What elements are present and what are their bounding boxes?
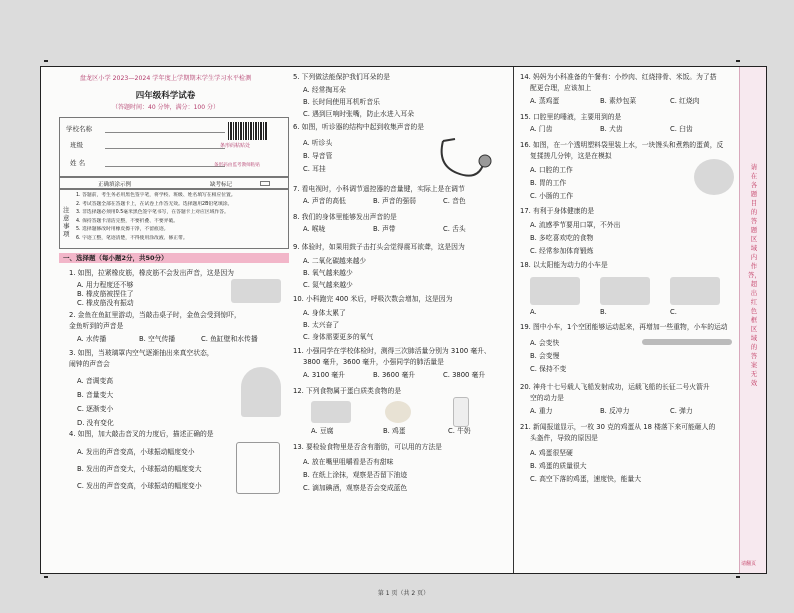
option-b[interactable]: B. 太兴奋了 [303,321,340,329]
tuning-fork-illustration [236,442,280,494]
car-image-b [600,277,650,305]
notice-list [76,192,288,243]
question-text: 15. 口腔里的唾液，主要用到的是 [520,113,622,121]
option-a[interactable]: A. 经常掏耳朵 [303,86,346,94]
option-b[interactable]: B. 多吃喜欢吃的食物 [530,234,594,242]
question-text: 12. 下列食物属于蛋白质类食物的是 [293,387,402,395]
exam-title: 盘龙区小学 2023—2024 学年度上学期期末学生学习水平检测 [79,75,252,82]
timing-mark [44,60,48,62]
question-options [77,374,114,430]
car-image-c [670,277,720,305]
question-text: 6. 如图，听诊器的结构中起到收集声音的是 [293,123,424,131]
question-text-cont: 复揉搓几分钟，这是在模拟 [530,152,612,160]
option-b[interactable]: B. 音量变大 [77,391,114,399]
warning-text: 请在各题目的答题区域内作答，超出红色框区域的答案无效 [748,163,761,387]
column-left [41,67,290,573]
option-a[interactable]: A. 音调变高 [77,377,114,385]
option-b[interactable]: B. 反冲力 [600,407,630,415]
notice-label: 注意事项 [63,206,70,238]
option-d[interactable]: D. 没有变化 [77,419,114,427]
exam-meta: （答题时间：40 分钟，满分：100 分） [112,104,219,111]
option-a[interactable]: A. 喉咙 [303,225,326,233]
notice-line: 6. 字迹工整，笔迹清楚，不得使用涂改液、修正带。 [76,235,188,241]
notice-line: 5. 选择题修改时用橡皮擦干净，不留痕迹。 [76,227,169,232]
name-label: 姓 名 [70,159,86,167]
option-b[interactable]: B. 发出的声音变大，小球振动的幅度变大 [77,465,202,473]
car-image-a [530,277,580,305]
option-c[interactable]: C. 3800 毫升 [443,371,486,379]
question-text: 7. 看电视时，小科调节遥控器的音量键，实际上是在调节 [293,185,465,193]
option-b[interactable]: B. 声带 [373,225,396,233]
option-a[interactable]: A. 听诊头 [303,139,333,147]
option-a[interactable]: A. 门齿 [530,125,553,133]
question-options [530,219,620,258]
question-text: 14. 妈妈为小科准备的午餐有：小炒肉、红烧排骨、米饭。为了搭 [520,73,717,81]
student-info-box [59,117,289,177]
name-field[interactable] [105,166,225,167]
option-b[interactable]: B. 素炒包菜 [600,97,637,105]
timing-mark [736,576,740,578]
notice-line: 2. 考试答题全部在答题卡上，在试卷上作答无效。选择题用2B铅笔填涂。 [76,201,233,207]
option-c[interactable]: C. 牛奶 [448,427,471,435]
absent-label: 缺考标记 [210,182,233,188]
option-b[interactable]: B. 氧气越来越少 [303,269,353,277]
question-text: 10. 小科跑完 400 米后，呼吸次数会增加，这是因为 [293,295,453,303]
option-a[interactable]: A. 身体太累了 [303,309,346,317]
option-b[interactable]: B. 橡皮筋被捏住了 [77,290,134,298]
question-options [530,337,566,376]
answer-area-warning-strip [739,67,766,573]
question-text: 21. 新闻报道显示，一枚 30 克的鸡蛋从 18 楼落下来可能砸人的 [520,423,716,431]
option-c[interactable]: C. [670,308,677,316]
question-text: 11. 小强同学在学校体检时，测得三次肺活量分别为 3100 毫升、 [293,347,491,355]
question-options [303,137,332,176]
question-options [303,255,366,291]
column-middle [293,67,511,573]
option-b[interactable]: B. 长时间使用耳机听音乐 [303,98,380,106]
option-c[interactable]: C. 鱼缸壁和水传播 [201,335,258,343]
option-a[interactable]: A. 重力 [530,407,553,415]
option-a[interactable]: A. [530,308,537,316]
rubber-band-illustration [231,279,281,303]
question-text: 4. 如图，加大敲击音叉的力度后，描述正确的是 [69,430,214,438]
question-text: 2. 金鱼在鱼缸里游动，当敲击桌子时，金鱼会受到惊吓， [69,311,241,319]
section-heading: 一、选择题（每小题2分，共50分） [59,253,289,263]
stethoscope-illustration [433,135,503,187]
notice-box [59,189,289,249]
question-options [77,444,202,495]
question-text-cont: 3800 毫升，3600 毫升，小强同学的肺活量是 [303,358,444,366]
exam-subject: 四年级科学试卷 [135,91,196,101]
barcode-note: 条形码由监考教师粘贴 [214,163,260,168]
question-options [303,456,407,495]
option-c[interactable]: C. 弹力 [670,407,693,415]
question-text-cont: 头盔件，导致的原因是 [530,434,598,442]
option-b[interactable]: B. 空气传播 [139,335,176,343]
absent-checkbox[interactable] [260,181,270,186]
question-options [77,281,134,308]
option-c[interactable]: C. 发出的声音变高，小球振动的幅度变小 [77,482,202,490]
question-text-cont: 闹钟的声音会 [69,360,110,368]
option-c[interactable]: C. 臼齿 [670,125,693,133]
column-right [513,67,742,573]
option-b[interactable]: B. 会变慢 [530,352,560,360]
option-c[interactable]: C. 耳挂 [303,165,326,173]
exam-paper [40,66,767,597]
option-c[interactable]: C. 音色 [443,197,466,205]
barcode-icon [228,122,268,140]
option-a[interactable]: A. 用力程度还不够 [77,281,134,289]
notice-line: 3. 非选择题必须用0.5毫米黑色签字笔书写，在答题卡上对应区域作答。 [76,210,229,215]
option-c[interactable]: C. 高空下落的鸡蛋，速度快，能量大 [530,475,642,483]
option-c[interactable]: C. 经常参加体育锻炼 [530,247,594,255]
option-b[interactable]: B. 声音的强弱 [373,197,416,205]
digestion-bag-illustration [694,159,734,195]
option-c[interactable]: C. 舌头 [443,225,466,233]
question-text: 8. 我们的身体里能够发出声音的是 [293,213,397,221]
option-b[interactable]: B. [600,308,607,316]
option-c[interactable]: C. 身体需要更多的氧气 [303,333,374,341]
option-a[interactable]: A. 鸡蛋很坚硬 [530,449,573,457]
option-a[interactable]: A. 蒸鸡蛋 [530,97,560,105]
question-options [530,447,641,486]
timing-mark [44,576,48,578]
question-text: 17. 有利于身体健康的是 [520,207,595,215]
turn-page-note: 请翻页 [741,561,757,567]
option-a[interactable]: A. 放在嘴里咀嚼看是否有甜味 [303,458,394,466]
ramp-illustration [642,339,732,345]
option-c[interactable]: C. 遇到巨响时张嘴，防止水进入耳朵 [303,110,415,118]
question-text-cont: 配更合理，应该加上 [530,84,592,92]
fill-sample-box [59,177,289,189]
milk-image [453,397,469,427]
option-c[interactable]: C. 滴加碘酒，观察是否会变成蓝色 [303,484,408,492]
option-c[interactable]: C. 保持不变 [530,365,567,373]
question-text: 5. 下列做法能保护我们耳朵的是 [293,73,391,81]
question-text: 20. 神舟十七号载人飞船发射成功，运载飞船的长征二号火箭升 [520,383,710,391]
option-b[interactable]: B. 胃的工作 [530,179,567,187]
question-text-cont: 空的动力是 [530,394,564,402]
timing-mark [736,60,740,62]
question-text: 19. 图中小车，1个空团能够运动起来，再增加一些重物，小车的运动 [520,323,728,331]
option-c[interactable]: C. 逐渐变小 [77,405,114,413]
question-text: 16. 如图，在一个透明塑料袋里装上水，一块馒头和煮熟的蛋黄，反 [520,141,724,149]
question-options [303,84,414,120]
option-a[interactable]: A. 3100 毫升 [303,371,345,379]
question-text: 18. 以太阳能为动力的小车是 [520,261,608,269]
notice-line: 4. 保持答题卡清洁完整，不要折叠、不要弄破。 [76,218,179,224]
option-c[interactable]: C. 小肠的工作 [530,192,574,200]
option-b[interactable]: B. 导音管 [303,152,333,160]
class-label: 班级 [70,141,83,149]
option-b[interactable]: B. 3600 毫升 [373,371,416,379]
option-a[interactable]: A. 发出的声音变高，小球振动幅度变小 [77,448,195,456]
option-c[interactable]: C. 红烧肉 [670,97,700,105]
option-c[interactable]: C. 氮气越来越少 [303,281,353,289]
school-label: 学校名称 [66,125,92,133]
option-b[interactable]: B. 鸡蛋 [383,427,406,435]
school-field[interactable] [105,132,225,133]
question-text: 1. 如图，拉紧橡皮筋，橡皮筋不会发出声音，这是因为 [69,269,234,277]
question-text: 9. 体验时，如果用鼓子击打头会觉得震耳欲聋，这是因为 [293,243,465,251]
egg-image [385,401,411,423]
option-b[interactable]: B. 犬齿 [600,125,623,133]
bell-jar-illustration [241,367,281,417]
option-b[interactable]: B. 在纸上涂抹，观察是否留下油迹 [303,471,408,479]
correct-fill-label: 正确填涂示例 [98,182,132,188]
option-c[interactable]: C. 橡皮筋没有振动 [77,299,134,307]
tofu-image [311,401,351,423]
question-options [530,164,573,203]
option-a[interactable]: A. 口腔的工作 [530,166,573,174]
option-a[interactable]: A. 流感季节要用口罩，不外出 [530,221,621,229]
question-text: 13. 要检验食物里是否含有脂肪，可以用的方法是 [293,443,442,451]
option-a[interactable]: A. 声音的高低 [303,197,346,205]
option-a[interactable]: A. 会变快 [530,339,560,347]
barcode-label: 条形码粘贴处 [220,143,251,149]
class-field[interactable] [105,148,225,149]
question-text: 3. 如图，当玻璃罩内空气逐渐抽出来真空状态， [69,349,214,357]
question-options [303,307,373,343]
option-a[interactable]: A. 水传播 [77,335,107,343]
page-number: 第 1 页（共 2 页） [377,590,430,597]
notice-line: 1. 答题前，考生务必用黑色签字笔，将学校、班级、姓名填写在相应位置。 [76,193,236,198]
option-a[interactable]: A. 二氧化碳越来越少 [303,257,367,265]
option-a[interactable]: A. 豆腐 [311,427,334,435]
question-text-cont: 金鱼听到的声音是 [69,322,124,330]
option-b[interactable]: B. 鸡蛋的质量很大 [530,462,587,470]
